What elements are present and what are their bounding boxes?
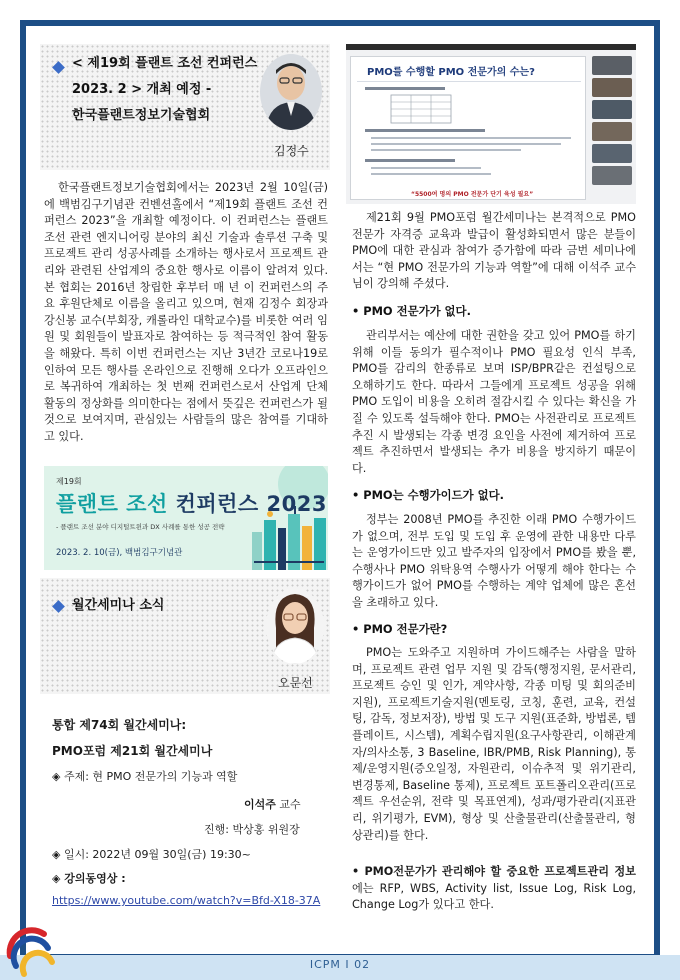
slide-panel — [350, 56, 586, 200]
oh-munsun-name: 오문선 — [278, 676, 313, 690]
participant-thumbnail — [592, 56, 632, 75]
seminar-intro: 제21회 9월 PMO포럼 월간세미나는 본격적으로 PMO전문가 자격증 교육과 발급이 활성화되면서 많은 분들이 PMO에 대한 관심과 참여가 증가함에 따라 금번 세미나에서는 “현 PMO 전문가의 기능과 역할”에 대해 이석주 교수님이 강의해 주셨다. — [352, 211, 636, 291]
lecture-slide-screenshot — [346, 44, 636, 204]
banner-title — [56, 488, 327, 518]
para-no-pmo-experts: 관리부서는 예산에 대한 권한을 갖고 있어 PMO를 하기 위해 이들 동의가 필수적이나 PMO 필요성 인식 부족, PMO를 감리의 한종류로 보며 ISP/BPR같은 컨설팅으로 오해하기도 한다. 따라서 그들에게 프로젝트 성공을 위해 PMO 도입이 비용을 오히려 절감시킬 수 있다는 확신을 가질 수 있도록 설득해야 한다. PMO는 사전관리로 프로젝트 추진 시 발생되는 각종 변경 요인을 사전에 제거하여 프로젝트 추진하면서 발생되는 추가 비용을 방지하기 때문이다. — [352, 329, 636, 475]
seminar-header-box — [40, 578, 330, 694]
conference-article-body: 한국플랜트정보기술협회에서는 2023년 2월 10일(금)에 백범김구기념관 컨벤션홀에서 “제19회 플랜트 조선 컨퍼런스 2023”을 개최할 예정이다. 이 컨퍼런스는 플랜트 조선 관련 엔지니어링 분야의 최신 기술과 솔루션 구축 및 프로젝트 관리 성공사례를 소개하는 행사로서 프로젝트 관리와 관련된 산업계의 중요한 행사로 이름이 알려져 있다. 본 협회는 2016년 창립한 후부터 매 년 이 컨퍼런스의 주요 후원단체로 이름을 올리고 있으며, 현재 김정수 회장과 강신봉 교수(부회장, 캐롤라인 대학교수)를 비롯한 여러 임원 및 회원들이 발표자로 참여하는 등 적극적인 참여 활동을 해왔다. 특히 이번 컨퍼런스는 지난 3년간 코로나19로 인하여 모든 행사를 온라인으로 진행해 오다가 오프라인으로 복귀하여 개최하는 첫 번째 컨퍼런스로서 산업계 단체 활동의 정상화를 의미한다는 점에서 뜻깊은 컨퍼런스가 될 것으로 보여지며, 관심있는 사람들의 많은 참여를 기대하고 있다. — [44, 181, 328, 443]
seminar-section-title: 월간세미나 소식 — [72, 598, 165, 613]
seminar-title-line2: PMO포럼 제21회 월간세미나 — [52, 744, 213, 758]
participant-thumbnail — [592, 144, 632, 163]
slide-footnote: “5500여 명의 PMO 전문가 단기 육성 필요” — [411, 191, 534, 198]
oh-munsun-portrait — [266, 588, 324, 664]
speaker-name: 이석주 — [244, 798, 276, 811]
heading-pmo-expert-definition: • PMO 전문가란? — [352, 622, 448, 636]
key-information-bold: • PMO전문가가 관리해야 할 중요한 프로젝트관리 정보 — [352, 865, 636, 878]
para-key-information — [352, 864, 636, 914]
participant-thumbnail — [592, 100, 632, 119]
participant-thumbnail — [592, 122, 632, 141]
seminar-video-link[interactable]: https://www.youtube.com/watch?v=Bfd-X18-37A — [52, 894, 321, 907]
organization-logo-icon — [4, 922, 60, 978]
participant-thumbnail — [592, 166, 632, 185]
diamond-bullet-icon — [52, 61, 65, 74]
seminar-date: ◈ 일시: 2022년 09월 30일(금) 19:30~ — [52, 848, 251, 861]
speaker-title: 교수 — [275, 798, 301, 811]
conference-title-line3: 한국플랜트정보기술협회 — [72, 108, 211, 123]
seminar-title-line1: 통합 제74회 월간세미나: — [52, 718, 187, 732]
heading-no-guide: • PMO는 수행가이드가 없다. — [352, 488, 504, 502]
seminar-host: 진행: 박상홍 위원장 — [204, 823, 300, 836]
slide-content-graphic — [351, 57, 587, 201]
banner-date: 2023. 2. 10(금), 백범김구기념관 — [56, 548, 183, 558]
para-no-guide: 정부는 2008년 PMO를 추진한 이래 PMO 수행가이드가 없으며, 전부 도입 및 도입 후 운영에 관한 내용만 다루는 운영가이드만 있고 발주자의 입장에서 PMO를 봤을 뿐, 수행사나 PMO 위탁용역 수행사가 어떻게 해야 한다는 수행가이드가 없어 PMO를 수행하는 계약 업체에 많은 혼선을 초래하고 있다. — [352, 513, 636, 609]
banner-title-b: 컨퍼런스 2023 — [175, 492, 327, 516]
seminar-topic: ◈ 주제: 현 PMO 전문가의 기능과 역할 — [52, 770, 238, 783]
kim-jungsoo-name: 김정수 — [274, 144, 309, 158]
conference-header-box — [40, 44, 330, 170]
footer-page-label: ICPM I 02 — [309, 958, 371, 971]
video-window-bar — [346, 44, 636, 50]
kim-jungsoo-portrait — [260, 54, 322, 130]
banner-subtitle: - 플랜트 조선 분야 디지털트윈과 DX 사례를 통한 성공 전략 — [56, 523, 225, 531]
participant-thumbnails — [592, 56, 632, 200]
key-information-rest: 에는 RFP, WBS, Activity list, Issue Log, Risk Log, Change Log가 있다고 한다. — [352, 881, 636, 912]
conference-banner — [44, 466, 328, 570]
seminar-speaker — [244, 796, 301, 812]
banner-city-illustration — [194, 466, 328, 570]
banner-title-a: 플랜트 조선 — [56, 492, 176, 516]
diamond-bullet-icon — [52, 600, 65, 613]
para-pmo-expert-definition: PMO는 도와주고 지원하며 가이드해주는 사람을 말하며, 프로젝트 관련 업무 지원 및 감독(행정지원, 문서관리, 프로젝트 승인 및 인가, 계약사항, 각종 미팅 및 회의준비 지원), 프로젝트기술지원(멘토링, 코칭, 훈련, 교육, 컨설팅, 감독, 정보저장), 방법 및 도구 지원(표준화, 방법론, 템플레이트, 시스템), 계획수립지원(요구사항관리, 이해관계자/의사소통, 3 Baseline, IBR/PMB, Risk Planning), 통제/운영지원(증오일정, 자원관리, 이슈추적 및 위기관리, 변경통제, Baseline 통제), 프로젝트 포트폴리오관리(프로젝트 우선순위, 전략 및 목표연계), 성과/평가관리(지표관리, 위기평가, EVM), 형상 및 산출물관리(산출물관리, 형상관리)를 한다. — [352, 646, 636, 842]
heading-no-pmo-experts: • PMO 전문가가 없다. — [352, 304, 471, 318]
banner-edition: 제19회 — [56, 477, 82, 486]
conference-title-line2: 2023. 2 > 개최 예정 - — [72, 82, 212, 97]
slide-title: PMO를 수행할 PMO 전문가의 수는? — [367, 67, 535, 78]
seminar-video-label: ◈ 강의동영상 : — [52, 872, 126, 885]
conference-title-line1: < 제19회 플랜트 조선 컨퍼런스 — [72, 56, 258, 71]
participant-thumbnail — [592, 78, 632, 97]
